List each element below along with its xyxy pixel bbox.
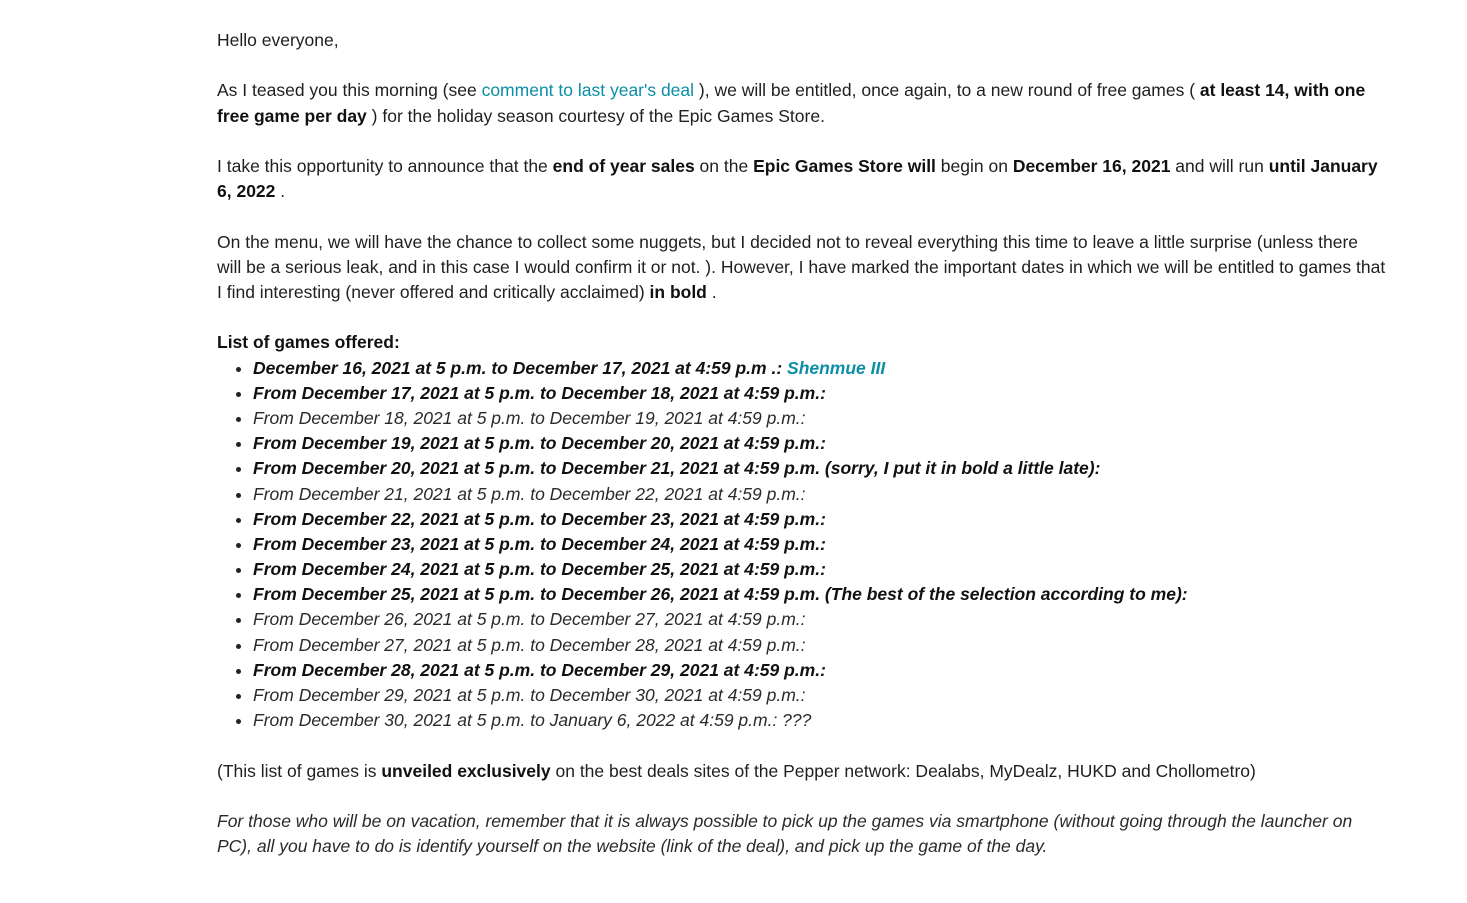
menu-text: . [706,281,717,302]
list-item: From December 27, 2021 at 5 p.m. to December 28, 2021 at 4:59 p.m.: [217,633,1387,658]
list-item-text: December 16, 2021 at 5 p.m. to December 17, 2021 at 4:59 p.m .: [253,357,788,378]
intro-text: ) for the holiday season courtesy of the Epic Games Store. [366,105,825,126]
list-item: From December 25, 2021 at 5 p.m. to December 26, 2021 at 4:59 p.m. (The best of the selection according to me): [217,582,1387,607]
list-item: From December 26, 2021 at 5 p.m. to December 27, 2021 at 4:59 p.m.: [217,607,1387,632]
sales-paragraph [217,154,1387,204]
list-item [217,356,1387,381]
list-item: From December 22, 2021 at 5 p.m. to December 23, 2021 at 4:59 p.m.: [217,507,1387,532]
sales-text: on the [694,155,754,176]
network-bold: unveiled exclusively [381,760,551,781]
menu-text: On the menu, we will have the chance to collect some nuggets, but I decided not to reveal everything this time to leave a little surprise (unless there will be a serious leak, and in this case I would confirm it or not. ). However, I have marked the important dates in which we will be entitled to games that I find interesting (never offered and critically acclaimed) [217,231,1386,302]
intro-text: As I teased you this morning (see [217,80,482,101]
list-item: From December 30, 2021 at 5 p.m. to January 6, 2022 at 4:59 p.m.: ??? [217,708,1387,733]
list-item: From December 17, 2021 at 5 p.m. to December 18, 2021 at 4:59 p.m.: [217,381,1387,406]
list-item: From December 20, 2021 at 5 p.m. to December 21, 2021 at 4:59 p.m. (sorry, I put it in bold a little late): [217,456,1387,481]
list-item: From December 24, 2021 at 5 p.m. to December 25, 2021 at 4:59 p.m.: [217,557,1387,582]
sales-bold: end of year sales [552,155,695,176]
sales-bold: Epic Games Store will [753,155,936,176]
menu-paragraph [217,230,1387,306]
list-item: From December 28, 2021 at 5 p.m. to December 29, 2021 at 4:59 p.m.: [217,658,1387,683]
games-list [217,356,1387,734]
sales-text: begin on [935,155,1013,176]
list-item: From December 29, 2021 at 5 p.m. to December 30, 2021 at 4:59 p.m.: [217,683,1387,708]
network-text: (This list of games is [217,760,382,781]
list-item: From December 19, 2021 at 5 p.m. to December 20, 2021 at 4:59 p.m.: [217,431,1387,456]
network-paragraph [217,759,1387,784]
article-body [217,28,1387,885]
menu-bold: in bold [649,281,707,302]
list-item: From December 21, 2021 at 5 p.m. to December 22, 2021 at 4:59 p.m.: [217,482,1387,507]
sales-bold: until January 6, 2022 [217,155,1378,202]
greeting: Hello everyone, [217,30,339,50]
last-year-deal-link[interactable]: comment to last year's deal [481,80,695,101]
list-item: From December 23, 2021 at 5 p.m. to December 24, 2021 at 4:59 p.m.: [217,532,1387,557]
list-item: From December 18, 2021 at 5 p.m. to December 19, 2021 at 4:59 p.m.: [217,406,1387,431]
intro-paragraph [217,78,1387,128]
shenmue-iii-link[interactable]: Shenmue III [787,357,886,378]
games-list-title: List of games offered: [217,332,400,353]
sales-bold: December 16, 2021 [1012,155,1171,176]
sales-text: . [275,181,286,202]
vacation-paragraph: For those who will be on vacation, remember that it is always possible to pick up the games via smartphone (without going through the launcher on PC), all you have to do is identify yourself on the website (link of the deal), and pick up the game of the day. [217,810,1353,857]
network-text: on the best deals sites of the Pepper network: Dealabs, MyDealz, HUKD and Chollometro) [550,760,1256,781]
intro-bold: at least 14, with one free game per day [217,80,1366,126]
sales-text: and will run [1170,155,1269,176]
intro-text: ), we will be entitled, once again, to a new round of free games ( [694,80,1200,101]
sales-text: I take this opportunity to announce that the [217,155,553,176]
